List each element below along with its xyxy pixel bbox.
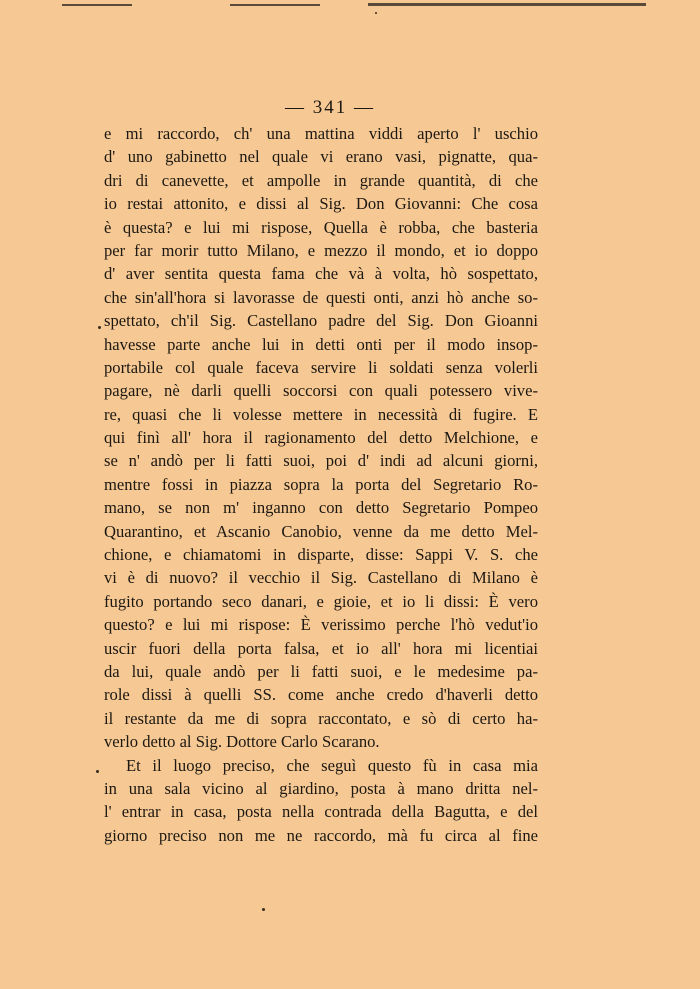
text-line: uscir fuori della porta falsa, et io all' hora mi licentiai bbox=[104, 638, 538, 658]
text-line: spettato, ch'il Sig. Castellano padre del Sig. Don Gioanni bbox=[104, 311, 538, 331]
ink-speck bbox=[98, 326, 101, 329]
text-line: portabile col quale faceva servire li soldati senza volerli bbox=[104, 357, 538, 377]
text-line: Et il luogo preciso, che seguì questo fù in casa mia bbox=[126, 755, 538, 775]
text-line: in una sala vicino al giardino, posta à mano dritta nel- bbox=[104, 778, 538, 798]
text-line: è questa? e lui mi rispose, Quella è robba, che basteria bbox=[104, 217, 538, 237]
text-line: io restai attonito, e dissi al Sig. Don Giovanni: Che cosa bbox=[104, 194, 538, 214]
text-line: verlo detto al Sig. Dottore Carlo Scarano. bbox=[104, 732, 380, 752]
ink-speck bbox=[96, 770, 99, 773]
top-rule-middle bbox=[230, 4, 320, 6]
ink-speck bbox=[375, 12, 377, 14]
text-line: role dissi à quelli SS. come anche credo d'haverli detto bbox=[104, 685, 538, 705]
text-line: l' entrar in casa, posta nella contrada della Bagutta, e del bbox=[104, 802, 538, 822]
text-line: da lui, quale andò per li fatti suoi, e le medesime pa- bbox=[104, 661, 538, 681]
text-line: qui finì all' hora il ragionamento del detto Melchione, e bbox=[104, 428, 538, 448]
text-line: giorno preciso non me ne raccordo, mà fu circa al fine bbox=[104, 825, 538, 845]
text-line: che sin'all'hora si lavorasse de questi onti, anzi hò anche so- bbox=[104, 287, 538, 307]
text-line: e mi raccordo, ch' una mattina viddi aperto l' uschio bbox=[104, 124, 538, 143]
top-rule-left bbox=[62, 4, 132, 6]
text-line: re, quasi che li volesse mettere in necessità di fugire. E bbox=[104, 404, 538, 424]
text-line: Quarantino, et Ascanio Canobio, venne da me detto Mel- bbox=[104, 521, 538, 541]
text-line: mentre fossi in piazza sopra la porta del Segretario Ro- bbox=[104, 474, 538, 494]
text-line: chione, e chiamatomi in disparte, disse: Sappi V. S. che bbox=[104, 545, 538, 565]
text-line: vi è di nuovo? il vecchio il Sig. Castellano di Milano è bbox=[104, 568, 538, 588]
ink-speck bbox=[262, 908, 265, 911]
body-text bbox=[104, 122, 538, 847]
text-line: per far morir tutto Milano, e mezzo il mondo, et io doppo bbox=[104, 240, 538, 260]
page-number: — 341 — bbox=[285, 97, 375, 118]
text-line: d' uno gabinetto nel quale vi erano vasi, pignatte, qua- bbox=[104, 147, 538, 167]
text-line: pagare, nè darli quelli soccorsi con quali potessero vive- bbox=[104, 381, 538, 401]
text-line: havesse parte anche lui in detti onti per il modo insop- bbox=[104, 334, 538, 354]
text-line: dri di canevette, et ampolle in grande quantità, di che bbox=[104, 170, 538, 190]
text-line: il restante da me di sopra raccontato, e sò di certo ha- bbox=[104, 708, 538, 728]
text-line: questo? e lui mi rispose: È verissimo perche l'hò vedut'io bbox=[104, 615, 538, 635]
text-line: d' aver sentita questa fama che và à volta, hò sospettato, bbox=[104, 264, 538, 284]
text-line: mano, se non m' inganno con detto Segretario Pompeo bbox=[104, 498, 538, 518]
top-rule-right bbox=[368, 3, 646, 6]
text-line: fugito portando seco danari, e gioie, et io li dissi: È vero bbox=[104, 591, 538, 611]
text-line: se n' andò per li fatti suoi, poi d' indi ad alcuni giorni, bbox=[104, 451, 538, 471]
